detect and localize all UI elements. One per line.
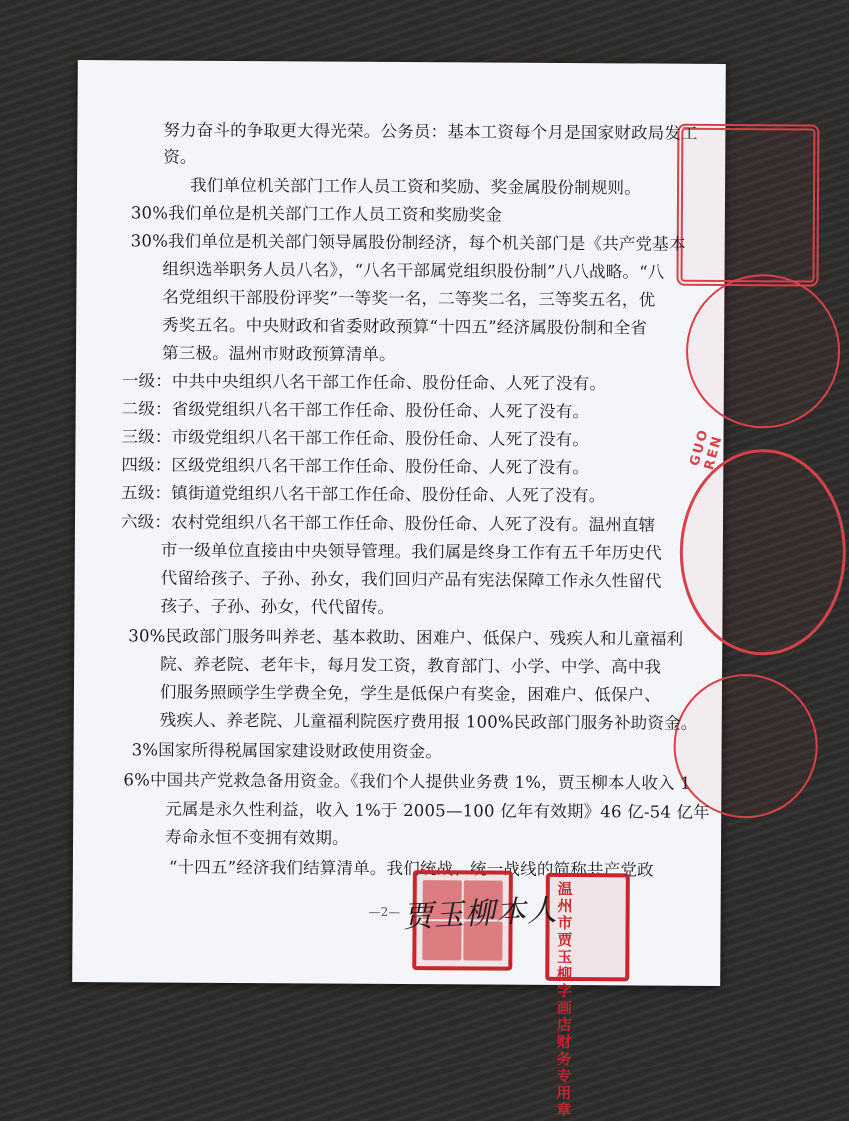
text-line: 市一级单位直接由中央领导管理。我们属是终身工作有五千年历史代: [160, 540, 662, 563]
document-page: [72, 60, 726, 1120]
text-line: 们服务照顾学生学费全免，学生是低保户有奖金，困难户、低保户、: [159, 682, 662, 705]
text-line: 元属是永久性利益，收入 1%于 2005—100 亿年有效期》46 亿-54 亿年: [165, 799, 710, 822]
text-line: 残疾人、养老院、儿童福利院医疗费用报 100%民政部门服务补助资金。: [159, 710, 698, 733]
text-line: 6%中国共产党救急备用资金。《我们个人提供业务费 1%，贾玉柳本人收入 1: [123, 770, 691, 793]
text-line: 二级：省级党组织八名干部工作任命、股份任命、人死了没有。: [121, 399, 590, 422]
edge-seal-lower: [673, 674, 818, 819]
text-line: 30%我们单位是机关部门工作人员工资和奖励奖金: [130, 203, 503, 225]
text-line: 四级：区级党组织八名干部工作任命、股份任命、人死了没有。: [121, 455, 590, 478]
text-line: 我们单位机关部门工作人员工资和奖励、奖金属股份制规则。: [190, 175, 642, 198]
text-line: 五级：镇街道党组织八名干部工作任命、股份任命、人死了没有。: [121, 483, 606, 506]
text-line: 第三极。温州市财政预算清单。: [161, 343, 396, 364]
text-line: 30%民政部门服务叫养老、基本救助、困难户、低保户、残疾人和儿童福利: [128, 626, 684, 649]
text-line: 30%我们单位是机关部门领导属股份制经济，每个机关部门是《共产党基本: [130, 231, 686, 254]
edge-seal-middle: [679, 449, 846, 656]
edge-seal-upper: [686, 274, 841, 429]
text-line: 一级：中共中央组织八名干部工作任命、股份任命、人死了没有。: [121, 371, 607, 394]
text-line: 名党组织干部股份评奖”一等奖一名，二等奖二名，三等奖五名，优: [162, 287, 656, 310]
text-line: 院、养老院、老年卡，每月发工资，教育部门、小学、中学、高中我: [160, 654, 662, 677]
text-line: 组织选举职务人员八名》，“八名干部属党组织股份制”八八战略。“八: [162, 259, 665, 282]
text-line: 寿命永恒不变拥有效期。: [165, 827, 349, 848]
text-line: 3%国家所得税属国家建设财政使用资金。: [131, 740, 443, 762]
edge-seal-top: [676, 124, 819, 287]
text-line: 代留给孩子、子孙、孙女，我们回归产品有宪法保障工作永久性留代: [160, 568, 662, 591]
handwritten-signature: 贾玉柳本人: [402, 892, 559, 936]
page-number: —2—: [368, 904, 401, 920]
text-line: 六级：农村党组织八名干部工作任命、股份任命、人死了没有。温州直辖: [120, 512, 656, 535]
seal-finance-text: 温州市贾玉柳字画店财务专用章: [556, 879, 573, 1120]
text-line: 资。: [163, 147, 197, 167]
edge-seal-text: GUO REN: [687, 426, 726, 472]
text-line: 三级：市级党组织八名干部工作任命、股份任命、人死了没有。: [121, 427, 590, 450]
text-line: 努力奋斗的争取更大得光荣。公务员：基本工资每个月是国家财政局发工: [163, 120, 698, 143]
text-line: 孩子、子孙、孙女，代代留传。: [160, 596, 395, 617]
text-line: “十四五”经济我们结算清单。我们统战、统一战线的简称共产党政: [168, 857, 654, 880]
text-line: 秀奖五名。中央财政和省委财政预算“十四五”经济属股份制和全省: [162, 315, 648, 338]
